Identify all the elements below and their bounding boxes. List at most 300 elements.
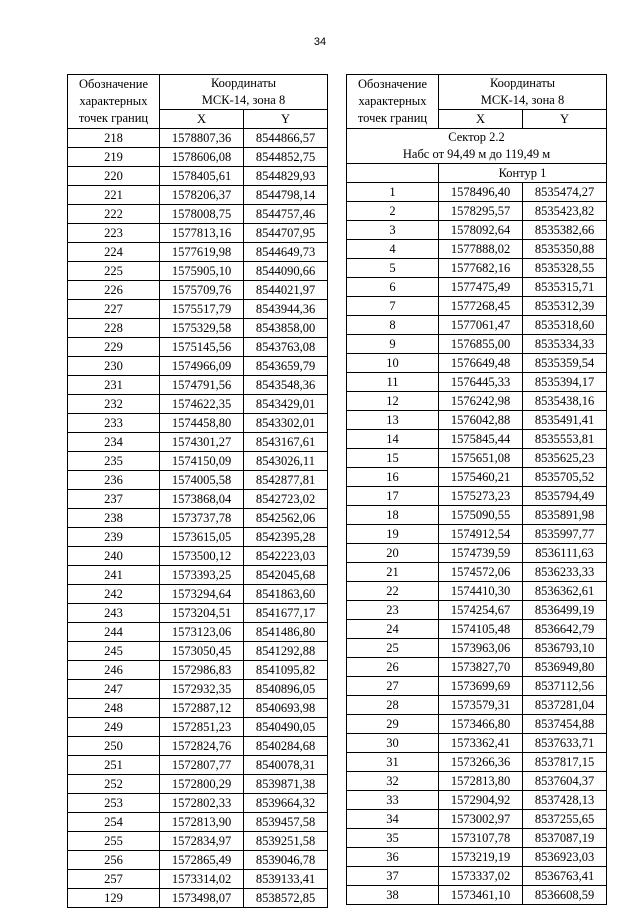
table-left-body bbox=[68, 75, 328, 908]
y-coordinate-cell: 8544866,57 bbox=[244, 129, 328, 148]
x-coordinate-cell: 1575845,44 bbox=[439, 430, 523, 449]
table-row bbox=[347, 449, 607, 468]
table-row bbox=[68, 186, 328, 205]
point-number-cell: 30 bbox=[347, 734, 439, 753]
table-row bbox=[347, 411, 607, 430]
y-coordinate-cell: 8539133,41 bbox=[244, 870, 328, 889]
table-row bbox=[68, 338, 328, 357]
table-row bbox=[347, 183, 607, 202]
x-coordinate-cell: 1572887,12 bbox=[160, 699, 244, 718]
y-coordinate-cell: 8535315,71 bbox=[523, 278, 607, 297]
x-coordinate-cell: 1573461,10 bbox=[439, 886, 523, 905]
contour-label: Контур 1 bbox=[439, 164, 607, 183]
y-coordinate-cell: 8540284,68 bbox=[244, 737, 328, 756]
x-coordinate-cell: 1573498,07 bbox=[160, 889, 244, 908]
x-coordinate-cell: 1573868,04 bbox=[160, 490, 244, 509]
table-header-row bbox=[347, 75, 607, 110]
point-number-cell: 9 bbox=[347, 335, 439, 354]
x-coordinate-cell: 1576242,98 bbox=[439, 392, 523, 411]
x-coordinate-cell: 1577619,98 bbox=[160, 243, 244, 262]
table-row bbox=[347, 601, 607, 620]
table-row bbox=[68, 224, 328, 243]
x-coordinate-cell: 1575090,55 bbox=[439, 506, 523, 525]
x-coordinate-cell: 1572865,49 bbox=[160, 851, 244, 870]
point-number-cell: 222 bbox=[68, 205, 160, 224]
table-row bbox=[347, 487, 607, 506]
table-row bbox=[68, 794, 328, 813]
point-number-cell: 19 bbox=[347, 525, 439, 544]
x-coordinate-cell: 1573050,45 bbox=[160, 642, 244, 661]
x-coordinate-cell: 1575517,79 bbox=[160, 300, 244, 319]
x-coordinate-cell: 1574458,80 bbox=[160, 414, 244, 433]
table-row bbox=[68, 889, 328, 908]
y-coordinate-cell: 8535997,77 bbox=[523, 525, 607, 544]
y-coordinate-cell: 8537633,71 bbox=[523, 734, 607, 753]
y-coordinate-cell: 8537281,04 bbox=[523, 696, 607, 715]
table-row bbox=[347, 620, 607, 639]
table-row bbox=[347, 848, 607, 867]
table-row bbox=[68, 775, 328, 794]
x-coordinate-cell: 1572813,80 bbox=[439, 772, 523, 791]
x-coordinate-cell: 1575145,56 bbox=[160, 338, 244, 357]
table-row bbox=[68, 718, 328, 737]
y-coordinate-cell: 8542877,81 bbox=[244, 471, 328, 490]
header-line: точек границ bbox=[357, 111, 428, 125]
table-row bbox=[347, 297, 607, 316]
y-coordinate-cell: 8535553,81 bbox=[523, 430, 607, 449]
point-number-cell: 257 bbox=[68, 870, 160, 889]
point-number-cell: 6 bbox=[347, 278, 439, 297]
point-number-cell: 255 bbox=[68, 832, 160, 851]
point-number-cell: 236 bbox=[68, 471, 160, 490]
x-coordinate-cell: 1575709,76 bbox=[160, 281, 244, 300]
point-number-cell: 37 bbox=[347, 867, 439, 886]
table-row bbox=[347, 658, 607, 677]
table-row bbox=[347, 259, 607, 278]
point-number-cell: 230 bbox=[68, 357, 160, 376]
x-coordinate-cell: 1573123,06 bbox=[160, 623, 244, 642]
y-coordinate-cell: 8536233,33 bbox=[523, 563, 607, 582]
table-row bbox=[347, 354, 607, 373]
point-number-cell: 244 bbox=[68, 623, 160, 642]
x-coordinate-cell: 1574254,67 bbox=[439, 601, 523, 620]
point-number-cell: 256 bbox=[68, 851, 160, 870]
y-coordinate-cell: 8544021,97 bbox=[244, 281, 328, 300]
sector-heading bbox=[347, 129, 607, 164]
point-number-cell: 25 bbox=[347, 639, 439, 658]
point-number-cell: 8 bbox=[347, 316, 439, 335]
point-number-cell: 13 bbox=[347, 411, 439, 430]
table-row bbox=[347, 202, 607, 221]
y-coordinate-cell: 8535394,17 bbox=[523, 373, 607, 392]
x-coordinate-cell: 1574005,58 bbox=[160, 471, 244, 490]
x-coordinate-cell: 1574966,09 bbox=[160, 357, 244, 376]
y-coordinate-cell: 8536642,79 bbox=[523, 620, 607, 639]
point-number-cell: 5 bbox=[347, 259, 439, 278]
y-coordinate-cell: 8540896,05 bbox=[244, 680, 328, 699]
point-number-cell: 224 bbox=[68, 243, 160, 262]
x-coordinate-cell: 1578092,64 bbox=[439, 221, 523, 240]
point-number-cell: 220 bbox=[68, 167, 160, 186]
table-row bbox=[347, 886, 607, 905]
point-number-cell: 218 bbox=[68, 129, 160, 148]
x-coordinate-cell: 1573002,97 bbox=[439, 810, 523, 829]
header-line: Обозначение bbox=[78, 77, 149, 91]
sector-row bbox=[347, 129, 607, 164]
x-coordinate-cell: 1573393,25 bbox=[160, 566, 244, 585]
point-number-cell: 234 bbox=[68, 433, 160, 452]
x-coordinate-cell: 1578405,61 bbox=[160, 167, 244, 186]
point-number-cell: 223 bbox=[68, 224, 160, 243]
coordinates-table-right bbox=[346, 74, 607, 905]
table-row bbox=[347, 677, 607, 696]
header-line: характерных bbox=[79, 94, 148, 108]
point-number-cell: 250 bbox=[68, 737, 160, 756]
y-coordinate-cell: 8535328,55 bbox=[523, 259, 607, 278]
y-coordinate-cell: 8543429,01 bbox=[244, 395, 328, 414]
sector-title: Сектор 2.2 bbox=[448, 130, 505, 144]
x-coordinate-cell: 1574150,09 bbox=[160, 452, 244, 471]
point-number-cell: 2 bbox=[347, 202, 439, 221]
point-number-cell: 240 bbox=[68, 547, 160, 566]
point-number-cell: 247 bbox=[68, 680, 160, 699]
point-number-cell: 14 bbox=[347, 430, 439, 449]
point-number-cell: 24 bbox=[347, 620, 439, 639]
point-designation-header bbox=[347, 75, 439, 129]
point-number-cell: 16 bbox=[347, 468, 439, 487]
y-coordinate-cell: 8537255,65 bbox=[523, 810, 607, 829]
y-coordinate-cell: 8535794,49 bbox=[523, 487, 607, 506]
y-coordinate-cell: 8535705,52 bbox=[523, 468, 607, 487]
point-number-cell: 32 bbox=[347, 772, 439, 791]
x-coordinate-cell: 1578496,40 bbox=[439, 183, 523, 202]
table-row bbox=[347, 316, 607, 335]
x-coordinate-cell: 1572834,97 bbox=[160, 832, 244, 851]
x-coordinate-cell: 1573107,78 bbox=[439, 829, 523, 848]
table-row bbox=[347, 791, 607, 810]
point-number-cell: 27 bbox=[347, 677, 439, 696]
point-number-cell: 7 bbox=[347, 297, 439, 316]
point-number-cell: 23 bbox=[347, 601, 439, 620]
y-coordinate-cell: 8542045,68 bbox=[244, 566, 328, 585]
y-coordinate-cell: 8542562,06 bbox=[244, 509, 328, 528]
y-coordinate-cell: 8536111,63 bbox=[523, 544, 607, 563]
y-coordinate-cell: 8536923,03 bbox=[523, 848, 607, 867]
y-coordinate-cell: 8542395,28 bbox=[244, 528, 328, 547]
x-coordinate-cell: 1574791,56 bbox=[160, 376, 244, 395]
table-row bbox=[68, 376, 328, 395]
x-coordinate-cell: 1572807,77 bbox=[160, 756, 244, 775]
y-coordinate-cell: 8541677,17 bbox=[244, 604, 328, 623]
x-coordinate-cell: 1576042,88 bbox=[439, 411, 523, 430]
table-row bbox=[68, 452, 328, 471]
y-coordinate-cell: 8536608,59 bbox=[523, 886, 607, 905]
contour-row bbox=[347, 164, 607, 183]
table-row bbox=[68, 509, 328, 528]
x-coordinate-cell: 1573827,70 bbox=[439, 658, 523, 677]
point-number-cell: 237 bbox=[68, 490, 160, 509]
x-coordinate-cell: 1575460,21 bbox=[439, 468, 523, 487]
point-number-cell: 1 bbox=[347, 183, 439, 202]
header-line: точек границ bbox=[78, 111, 149, 125]
x-coordinate-cell: 1577888,02 bbox=[439, 240, 523, 259]
table-header-row bbox=[68, 75, 328, 110]
point-number-cell: 225 bbox=[68, 262, 160, 281]
x-coordinate-cell: 1572932,35 bbox=[160, 680, 244, 699]
point-number-cell: 17 bbox=[347, 487, 439, 506]
y-coordinate-cell: 8544798,14 bbox=[244, 186, 328, 205]
table-row bbox=[68, 414, 328, 433]
point-number-cell: 26 bbox=[347, 658, 439, 677]
y-coordinate-cell: 8535382,66 bbox=[523, 221, 607, 240]
point-number-cell: 21 bbox=[347, 563, 439, 582]
y-coordinate-cell: 8544649,73 bbox=[244, 243, 328, 262]
y-column-header: Y bbox=[244, 110, 328, 129]
x-coordinate-cell: 1573466,80 bbox=[439, 715, 523, 734]
y-coordinate-cell: 8543858,00 bbox=[244, 319, 328, 338]
x-coordinate-cell: 1573615,05 bbox=[160, 528, 244, 547]
point-number-cell: 242 bbox=[68, 585, 160, 604]
y-coordinate-cell: 8535312,39 bbox=[523, 297, 607, 316]
point-number-cell: 233 bbox=[68, 414, 160, 433]
y-coordinate-cell: 8536763,41 bbox=[523, 867, 607, 886]
table-row bbox=[68, 319, 328, 338]
point-number-cell: 251 bbox=[68, 756, 160, 775]
point-number-cell: 243 bbox=[68, 604, 160, 623]
point-number-cell: 226 bbox=[68, 281, 160, 300]
x-coordinate-cell: 1573204,51 bbox=[160, 604, 244, 623]
point-number-cell: 249 bbox=[68, 718, 160, 737]
y-coordinate-cell: 8544090,66 bbox=[244, 262, 328, 281]
table-row bbox=[68, 300, 328, 319]
y-coordinate-cell: 8535891,98 bbox=[523, 506, 607, 525]
table-row bbox=[347, 582, 607, 601]
x-coordinate-cell: 1573314,02 bbox=[160, 870, 244, 889]
y-coordinate-cell: 8543167,61 bbox=[244, 433, 328, 452]
header-line: Координаты bbox=[210, 76, 277, 90]
table-row bbox=[68, 604, 328, 623]
table-row bbox=[347, 430, 607, 449]
table-row bbox=[68, 756, 328, 775]
table-row bbox=[68, 737, 328, 756]
point-number-cell: 36 bbox=[347, 848, 439, 867]
y-coordinate-cell: 8543763,08 bbox=[244, 338, 328, 357]
y-coordinate-cell: 8536949,80 bbox=[523, 658, 607, 677]
x-coordinate-cell: 1574572,06 bbox=[439, 563, 523, 582]
table-row bbox=[347, 829, 607, 848]
point-number-cell: 22 bbox=[347, 582, 439, 601]
header-line: МСК-14, зона 8 bbox=[201, 93, 286, 107]
point-number-cell: 238 bbox=[68, 509, 160, 528]
x-coordinate-cell: 1574622,35 bbox=[160, 395, 244, 414]
x-coordinate-cell: 1577061,47 bbox=[439, 316, 523, 335]
y-coordinate-cell: 8542723,02 bbox=[244, 490, 328, 509]
x-coordinate-cell: 1577475,49 bbox=[439, 278, 523, 297]
x-coordinate-cell: 1575329,58 bbox=[160, 319, 244, 338]
y-coordinate-cell: 8536793,10 bbox=[523, 639, 607, 658]
point-number-cell: 229 bbox=[68, 338, 160, 357]
table-row bbox=[68, 433, 328, 452]
x-coordinate-cell: 1577813,16 bbox=[160, 224, 244, 243]
x-coordinate-cell: 1572802,33 bbox=[160, 794, 244, 813]
x-coordinate-cell: 1574912,54 bbox=[439, 525, 523, 544]
y-coordinate-cell: 8543026,11 bbox=[244, 452, 328, 471]
x-coordinate-cell: 1578206,37 bbox=[160, 186, 244, 205]
x-coordinate-cell: 1573362,41 bbox=[439, 734, 523, 753]
point-number-cell: 35 bbox=[347, 829, 439, 848]
table-row bbox=[68, 395, 328, 414]
table-row bbox=[347, 772, 607, 791]
x-coordinate-cell: 1575273,23 bbox=[439, 487, 523, 506]
table-row bbox=[68, 205, 328, 224]
x-coordinate-cell: 1572800,29 bbox=[160, 775, 244, 794]
x-coordinate-cell: 1572813,90 bbox=[160, 813, 244, 832]
y-coordinate-cell: 8535334,33 bbox=[523, 335, 607, 354]
x-coordinate-cell: 1574105,48 bbox=[439, 620, 523, 639]
y-coordinate-cell: 8541486,80 bbox=[244, 623, 328, 642]
table-row bbox=[68, 566, 328, 585]
point-number-cell: 235 bbox=[68, 452, 160, 471]
x-coordinate-cell: 1578295,57 bbox=[439, 202, 523, 221]
y-coordinate-cell: 8536362,61 bbox=[523, 582, 607, 601]
point-number-cell: 241 bbox=[68, 566, 160, 585]
point-number-cell: 4 bbox=[347, 240, 439, 259]
coordinates-header bbox=[160, 75, 328, 110]
y-coordinate-cell: 8539457,58 bbox=[244, 813, 328, 832]
x-coordinate-cell: 1576855,00 bbox=[439, 335, 523, 354]
y-coordinate-cell: 8540693,98 bbox=[244, 699, 328, 718]
y-coordinate-cell: 8544707,95 bbox=[244, 224, 328, 243]
table-row bbox=[347, 335, 607, 354]
y-coordinate-cell: 8535350,88 bbox=[523, 240, 607, 259]
point-number-cell: 246 bbox=[68, 661, 160, 680]
point-number-cell: 34 bbox=[347, 810, 439, 829]
point-number-cell: 253 bbox=[68, 794, 160, 813]
table-row bbox=[68, 528, 328, 547]
table-row bbox=[68, 680, 328, 699]
point-number-cell: 245 bbox=[68, 642, 160, 661]
point-number-cell: 248 bbox=[68, 699, 160, 718]
x-coordinate-cell: 1573266,36 bbox=[439, 753, 523, 772]
table-row bbox=[347, 525, 607, 544]
y-coordinate-cell: 8543944,36 bbox=[244, 300, 328, 319]
x-coordinate-cell: 1578008,75 bbox=[160, 205, 244, 224]
point-number-cell: 231 bbox=[68, 376, 160, 395]
table-row bbox=[68, 661, 328, 680]
y-coordinate-cell: 8535423,82 bbox=[523, 202, 607, 221]
table-right-body bbox=[347, 75, 607, 905]
table-row bbox=[347, 392, 607, 411]
table-row bbox=[347, 221, 607, 240]
point-number-cell: 20 bbox=[347, 544, 439, 563]
header-line: Обозначение bbox=[357, 77, 428, 91]
y-coordinate-cell: 8535474,27 bbox=[523, 183, 607, 202]
point-number-cell: 18 bbox=[347, 506, 439, 525]
x-coordinate-cell: 1574301,27 bbox=[160, 433, 244, 452]
table-row bbox=[68, 243, 328, 262]
point-number-cell: 227 bbox=[68, 300, 160, 319]
point-number-cell: 239 bbox=[68, 528, 160, 547]
x-coordinate-cell: 1573337,02 bbox=[439, 867, 523, 886]
x-coordinate-cell: 1573579,31 bbox=[439, 696, 523, 715]
table-row bbox=[347, 715, 607, 734]
y-coordinate-cell: 8541095,82 bbox=[244, 661, 328, 680]
y-coordinate-cell: 8536499,19 bbox=[523, 601, 607, 620]
y-coordinate-cell: 8539871,38 bbox=[244, 775, 328, 794]
table-row bbox=[347, 753, 607, 772]
table-row bbox=[68, 623, 328, 642]
table-row bbox=[68, 851, 328, 870]
y-coordinate-cell: 8535438,16 bbox=[523, 392, 607, 411]
x-coordinate-cell: 1577682,16 bbox=[439, 259, 523, 278]
x-column-header: X bbox=[439, 110, 523, 129]
table-row bbox=[68, 281, 328, 300]
y-coordinate-cell: 8539046,78 bbox=[244, 851, 328, 870]
table-row bbox=[347, 734, 607, 753]
coordinates-table-left bbox=[67, 74, 328, 908]
point-number-cell: 11 bbox=[347, 373, 439, 392]
x-coordinate-cell: 1575651,08 bbox=[439, 449, 523, 468]
x-coordinate-cell: 1573500,12 bbox=[160, 547, 244, 566]
x-coordinate-cell: 1573294,64 bbox=[160, 585, 244, 604]
header-line: МСК-14, зона 8 bbox=[480, 93, 565, 107]
point-number-cell: 3 bbox=[347, 221, 439, 240]
point-designation-header bbox=[68, 75, 160, 129]
table-row bbox=[347, 506, 607, 525]
x-coordinate-cell: 1572824,76 bbox=[160, 737, 244, 756]
x-column-header: X bbox=[160, 110, 244, 129]
point-number-cell: 28 bbox=[347, 696, 439, 715]
x-coordinate-cell: 1578606,08 bbox=[160, 148, 244, 167]
y-coordinate-cell: 8544829,93 bbox=[244, 167, 328, 186]
table-row bbox=[68, 129, 328, 148]
table-row bbox=[68, 870, 328, 889]
table-row bbox=[347, 373, 607, 392]
y-coordinate-cell: 8541292,88 bbox=[244, 642, 328, 661]
x-coordinate-cell: 1573699,69 bbox=[439, 677, 523, 696]
x-coordinate-cell: 1574410,30 bbox=[439, 582, 523, 601]
y-coordinate-cell: 8538572,85 bbox=[244, 889, 328, 908]
point-number-cell: 254 bbox=[68, 813, 160, 832]
x-coordinate-cell: 1574739,59 bbox=[439, 544, 523, 563]
point-number-cell: 31 bbox=[347, 753, 439, 772]
x-coordinate-cell: 1572986,83 bbox=[160, 661, 244, 680]
table-row bbox=[68, 832, 328, 851]
x-coordinate-cell: 1578807,36 bbox=[160, 129, 244, 148]
point-number-cell: 221 bbox=[68, 186, 160, 205]
point-number-cell: 12 bbox=[347, 392, 439, 411]
header-line: характерных bbox=[358, 94, 427, 108]
x-coordinate-cell: 1573963,06 bbox=[439, 639, 523, 658]
y-coordinate-cell: 8540490,05 bbox=[244, 718, 328, 737]
table-row bbox=[68, 699, 328, 718]
y-coordinate-cell: 8544852,75 bbox=[244, 148, 328, 167]
x-coordinate-cell: 1573219,19 bbox=[439, 848, 523, 867]
point-number-cell: 38 bbox=[347, 886, 439, 905]
table-row bbox=[68, 813, 328, 832]
y-coordinate-cell: 8537817,15 bbox=[523, 753, 607, 772]
x-coordinate-cell: 1573737,78 bbox=[160, 509, 244, 528]
point-number-cell: 232 bbox=[68, 395, 160, 414]
point-number-cell: 29 bbox=[347, 715, 439, 734]
x-coordinate-cell: 1576649,48 bbox=[439, 354, 523, 373]
y-coordinate-cell: 8543548,36 bbox=[244, 376, 328, 395]
point-number-cell: 10 bbox=[347, 354, 439, 373]
x-coordinate-cell: 1572851,23 bbox=[160, 718, 244, 737]
x-coordinate-cell: 1572904,92 bbox=[439, 791, 523, 810]
contour-spacer bbox=[347, 164, 439, 183]
sector-height-range: Набс от 94,49 м до 119,49 м bbox=[402, 147, 551, 161]
